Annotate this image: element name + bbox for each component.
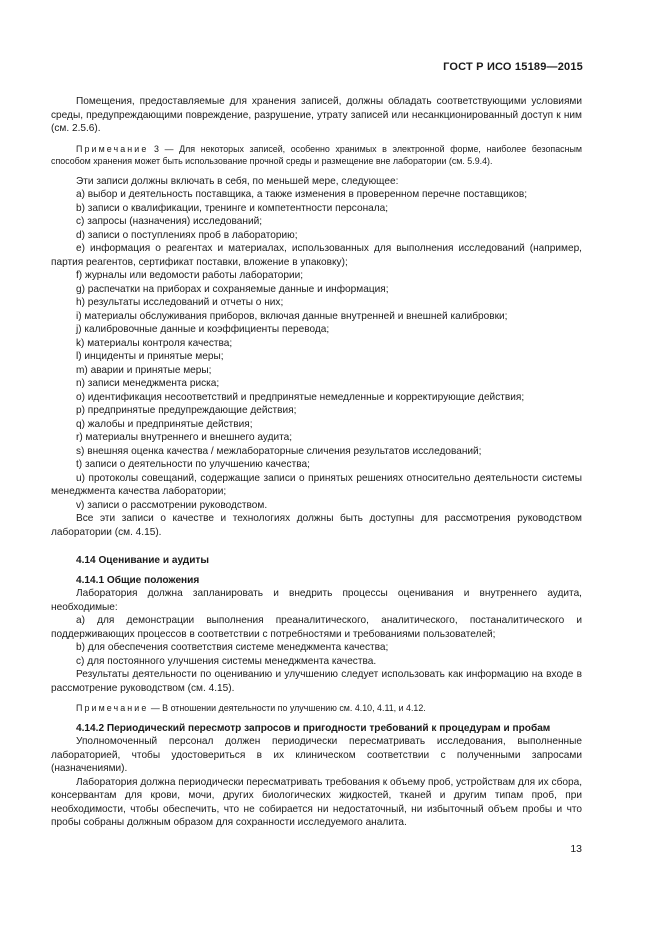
list-item: t) записи о деятельности по улучшению качества; [76,459,310,470]
list-item: v) записи о рассмотрении руководством. [76,499,268,511]
list-item: s) внешняя оценка качества / межлабораторные сличения результатов исследований; [76,445,482,457]
note-3 [51,143,582,168]
list-item: o) идентификация несоответствий и предпринятые немедленные и корректирующие действия; [76,391,525,403]
list-item: a) для демонстрации выполнения преаналитического, аналитического, постаналитического и поддерживающих процессов в соответствии с потребностями и требованиями пользователей; [51,615,582,640]
list-item: u) протоколы совещаний, содержащие записи о принятых решениях относительно деятельности системы менеджмента качества лаборатории; [51,472,582,497]
list-item: j) калибровочные данные и коэффициенты перевода; [76,324,330,335]
list-item: g) распечатки на приборах и сохраняемые данные и информация; [76,283,389,295]
list-item: a) выбор и деятельность поставщика, а также изменения в проверенном перечне поставщиков; [76,189,528,200]
standard-header: ГОСТ Р ИСО 15189—2015 [443,61,583,73]
list-item: l) инциденты и принятые меры; [76,351,224,362]
records-outro: Все эти записи о качестве и технологиях должны быть доступны для рассмотрения руководством лаборатории (см. 4.15). [51,513,582,538]
note-4-14 [51,702,582,715]
list-item: i) материалы обслуживания приборов, включая данные внутренней и внешней калибровки; [76,310,508,322]
note-text: — В отношении деятельности по улучшению см. 4.10, 4.11, и 4.12. [148,703,426,713]
list-item: h) результаты исследований и отчеты о них; [76,297,284,308]
list-item: e) информация о реагентах и материалах, использованных для выполнения исследований (например, партия реагентов, сертификат поставки, вложение в упаковку); [51,243,582,268]
list-item: d) записи о поступлениях проб в лабораторию; [76,229,298,241]
page-number: 13 [570,843,582,855]
list-item: n) записи менеджмента риска; [76,378,220,389]
list-item: m) аварии и принятые меры; [76,364,212,376]
section-4-14-1-intro: Лаборатория должна запланировать и внедрить процессы оценивания и внутреннего аудита, необходимые: [51,588,582,613]
section-4-14-2-title: 4.14.2 Периодический пересмотр запросов и пригодности требований к процедурам и пробам [76,722,551,734]
list-item: b) записи о квалификации, тренинге и компетентности персонала; [76,202,389,214]
note-label: Примечание [76,703,149,713]
note-label: Примечание [76,143,149,154]
section-4-14-2-paragraph-2: Лаборатория должна периодически пересматривать требования к объему проб, устройствам для их сбора, консервантам для крови, мочи, других биологических жидкостей, тканей и другим типам проб, при необходимости, чтобы обеспечить, что не собирается ни недостаточный, ни избыточный объем пробы и что пробы собраны должным образом для сохранности исследуемого аналита. [51,776,582,828]
section-4-14-1-list [51,614,582,668]
list-item: c) для постоянного улучшения системы менеджмента качества. [76,655,377,667]
section-4-14-1-title: 4.14.1 Общие положения [76,574,200,586]
list-item: f) журналы или ведомости работы лаборатории; [76,270,304,281]
list-item: c) запросы (назначения) исследований; [76,216,263,227]
intro-paragraph: Помещения, предоставляемые для хранения записей, должны обладать соответствующими условиями среды, предупреждающими повреждение, разрушение, утрату записей или несанкционированный доступ к ним (см. 2.5.6). [51,96,582,134]
list-intro: Эти записи должны включать в себя, по меньшей мере, следующее: [76,175,399,187]
section-4-14-2-paragraph-1: Уполномоченный персонал должен периодически пересматривать исследования, выполненные лабораторией, чтобы удостовериться в их клиническом соответствии с полученными запросами (назначениями). [51,736,582,774]
records-list [51,188,582,512]
section-4-14-title: 4.14 Оценивание и аудиты [76,555,209,566]
list-item: q) жалобы и предпринятые действия; [76,418,253,430]
list-item: r) материалы внутреннего и внешнего аудита; [76,432,293,443]
section-4-14-1-outro: Результаты деятельности по оцениванию и улучшению следует использовать как информацию на входе в рассмотрение руководством (см. 4.15). [51,669,582,694]
document-body [51,95,582,830]
list-item: p) предпринятые предупреждающие действия; [76,405,297,416]
list-item: b) для обеспечения соответствия системе менеджмента качества; [76,642,389,653]
note-text: 3 — Для некоторых записей, особенно хранимых в электронной форме, наиболее безопасным способом хранения может быть использование прочной среды и размещение вне лаборатории (см. 5.9.4). [51,143,582,166]
list-item: k) материалы контроля качества; [76,337,233,349]
